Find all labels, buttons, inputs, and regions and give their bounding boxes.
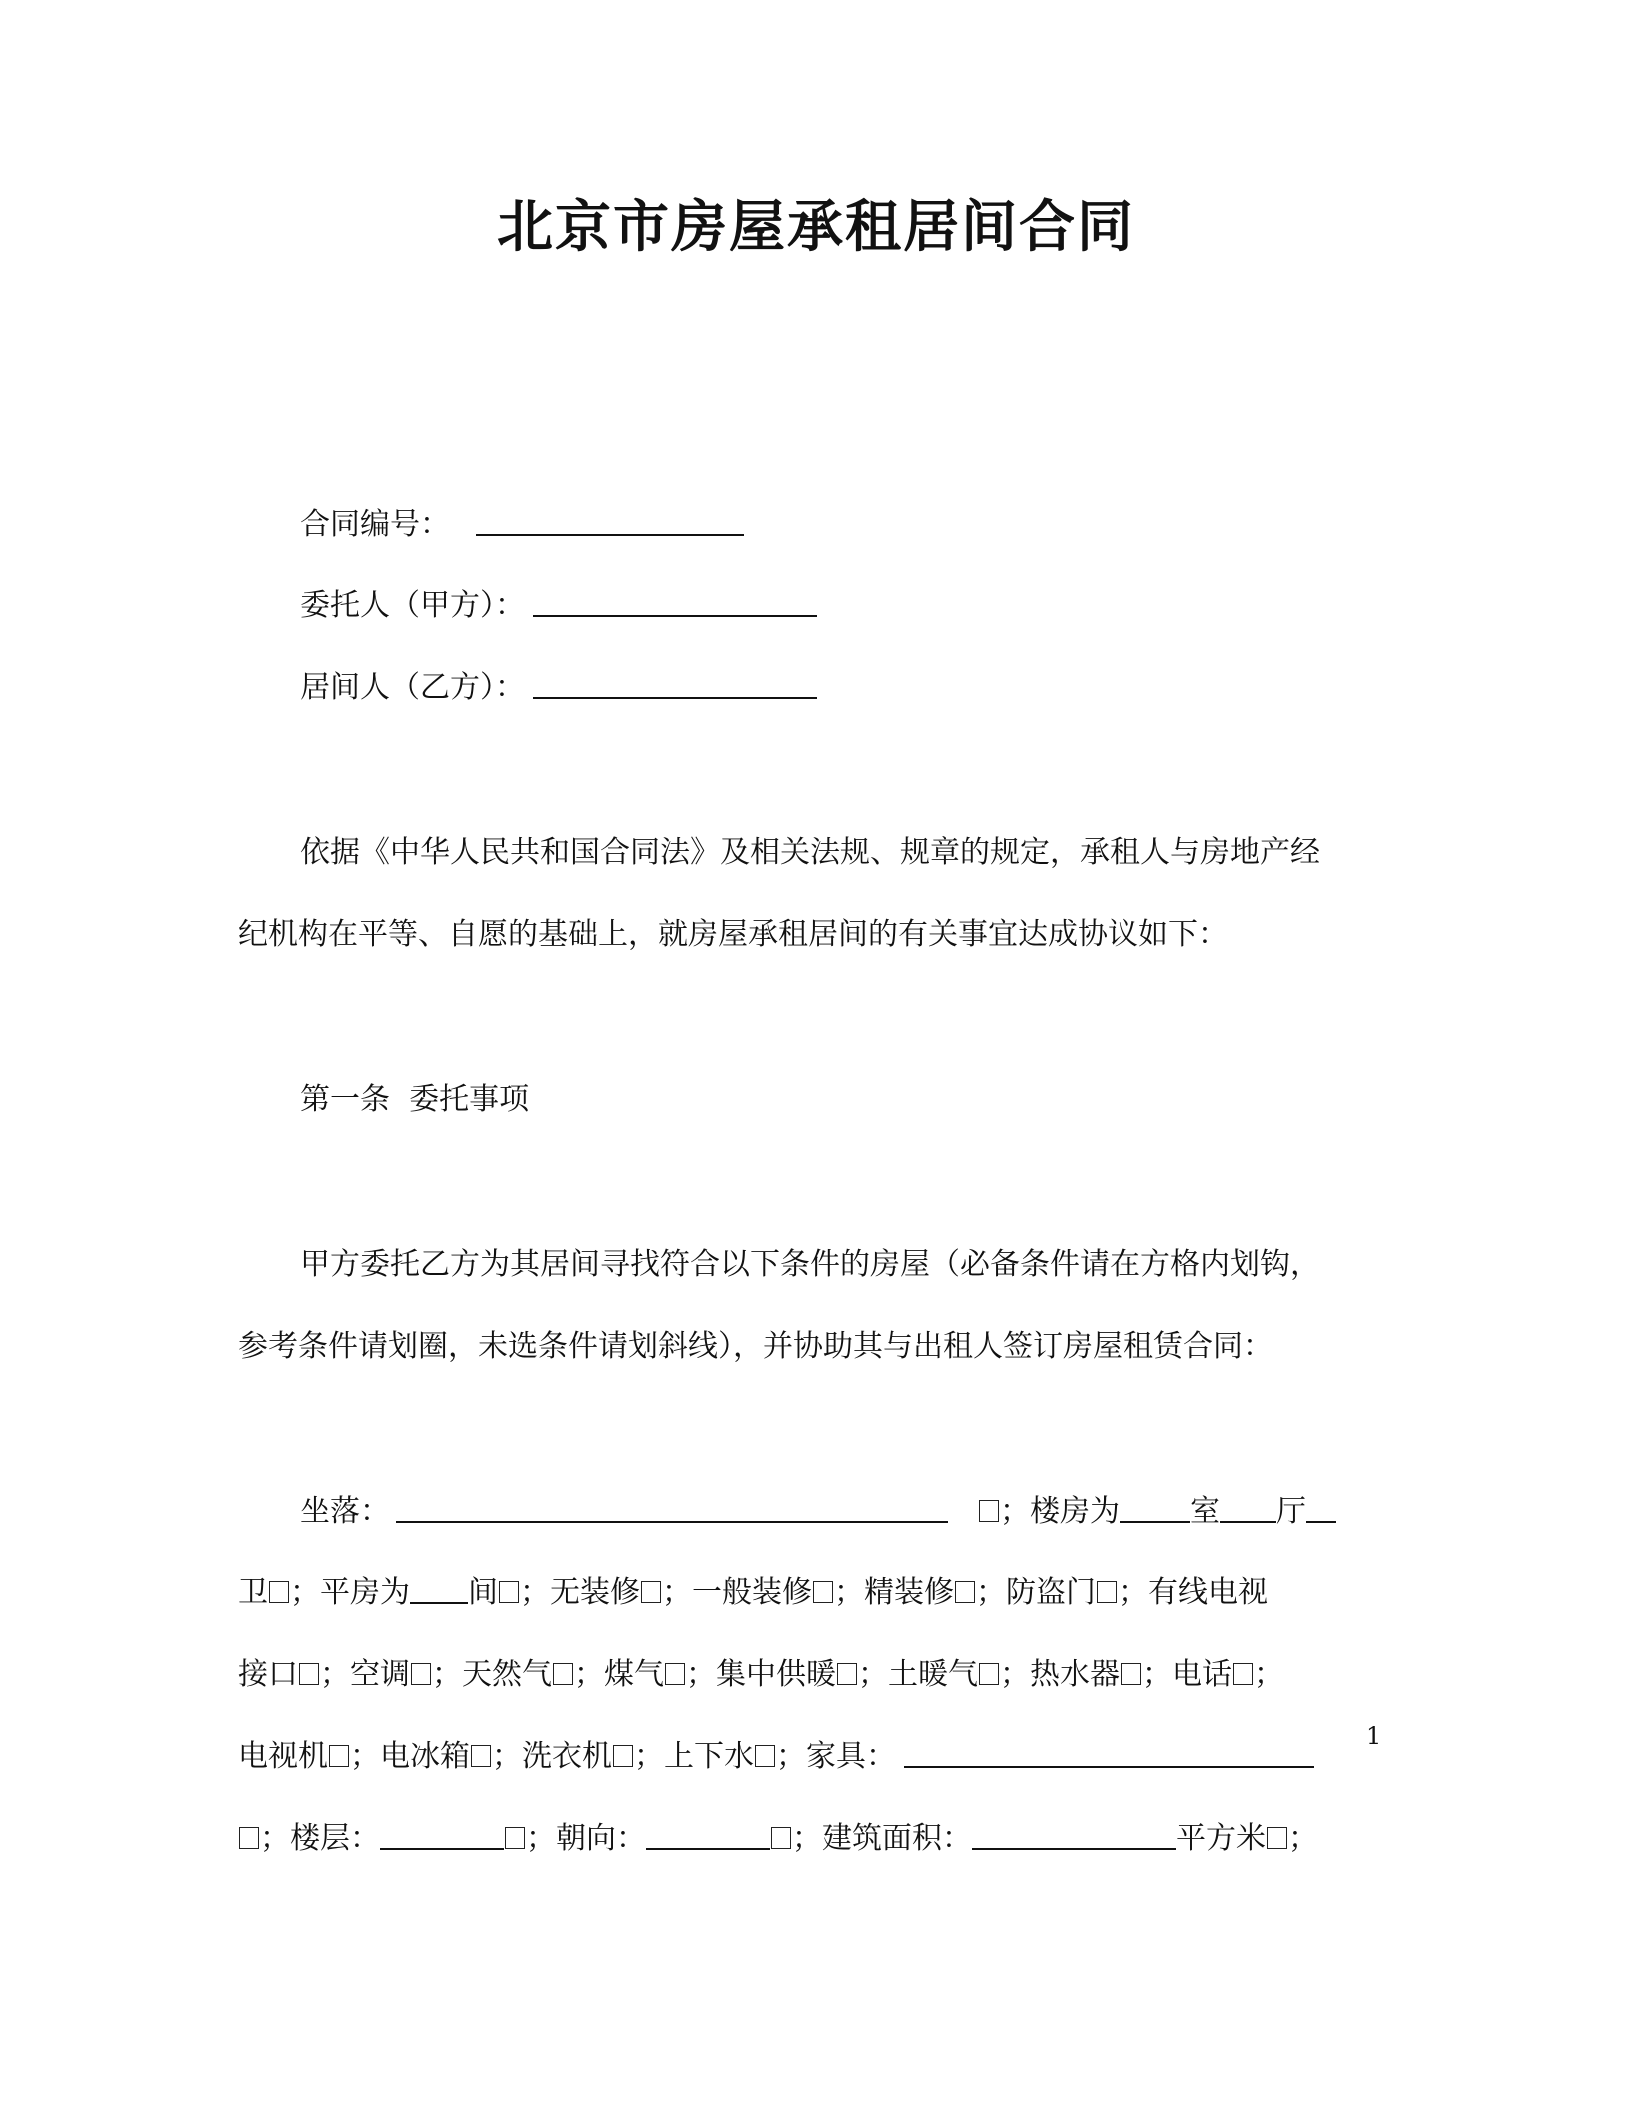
broker-blank[interactable] bbox=[533, 667, 817, 699]
conditions-row-2 bbox=[238, 1571, 1268, 1615]
intro-line-1: 依据《中华人民共和国合同法》及相关法规、规章的规定，承租人与房地产经 bbox=[300, 835, 1320, 870]
contract-no-label: 合同编号： bbox=[300, 507, 450, 542]
normal-decoration-checkbox[interactable] bbox=[813, 1581, 833, 1603]
room-label: 室 bbox=[1190, 1494, 1220, 1529]
bungalow-label: ；平房为 bbox=[290, 1575, 410, 1610]
conditions-row-4 bbox=[238, 1735, 1314, 1779]
tv-checkbox[interactable] bbox=[329, 1745, 349, 1767]
page-title: 北京市房屋承租居间合同 bbox=[497, 195, 1135, 260]
area-blank[interactable] bbox=[972, 1818, 1176, 1850]
furniture-blank[interactable] bbox=[904, 1736, 1314, 1768]
fine-decoration-checkbox[interactable] bbox=[955, 1581, 975, 1603]
orientation-blank[interactable] bbox=[646, 1818, 770, 1850]
conditions-row-1 bbox=[300, 1490, 1336, 1534]
tv-label: 电视机 bbox=[238, 1739, 328, 1774]
bungalow-rooms-blank[interactable] bbox=[410, 1572, 468, 1604]
aircon-label: ；空调 bbox=[320, 1657, 410, 1692]
row-5-end: ； bbox=[1288, 1821, 1318, 1856]
conditions-row-3 bbox=[238, 1653, 1284, 1697]
bath-label: 卫 bbox=[238, 1575, 268, 1610]
contract-no-row bbox=[300, 503, 744, 547]
local-heating-label: ；土暖气 bbox=[858, 1657, 978, 1692]
security-door-label: ；防盗门 bbox=[976, 1575, 1096, 1610]
floor-blank[interactable] bbox=[380, 1818, 504, 1850]
location-blank[interactable] bbox=[396, 1491, 948, 1523]
broker-label: 居间人（乙方）： bbox=[300, 670, 525, 705]
client-row bbox=[300, 584, 817, 628]
location-checkbox[interactable] bbox=[979, 1500, 999, 1522]
washer-checkbox[interactable] bbox=[613, 1745, 633, 1767]
interface-label: 接口 bbox=[238, 1657, 298, 1692]
natural-gas-checkbox[interactable] bbox=[553, 1663, 573, 1685]
orientation-checkbox[interactable] bbox=[771, 1827, 791, 1849]
contract-no-blank[interactable] bbox=[476, 504, 744, 536]
article-1-para-line-2: 参考条件请划圈，未选条件请划斜线），并协助其与出租人签订房屋租赁合同： bbox=[238, 1329, 1273, 1364]
bath-checkbox[interactable] bbox=[269, 1581, 289, 1603]
client-label: 委托人（甲方）： bbox=[300, 588, 525, 623]
water-checkbox[interactable] bbox=[755, 1745, 775, 1767]
page-number: 1 bbox=[1366, 1722, 1382, 1750]
sqm-label: 平方米 bbox=[1176, 1821, 1266, 1856]
room-count-blank[interactable] bbox=[1120, 1491, 1190, 1523]
phone-checkbox[interactable] bbox=[1233, 1663, 1253, 1685]
coal-gas-label: ；煤气 bbox=[574, 1657, 664, 1692]
bath-count-blank[interactable] bbox=[1306, 1491, 1336, 1523]
area-label: ；建筑面积： bbox=[792, 1821, 972, 1856]
no-decoration-checkbox[interactable] bbox=[641, 1581, 661, 1603]
aircon-checkbox[interactable] bbox=[411, 1663, 431, 1685]
area-checkbox[interactable] bbox=[1267, 1827, 1287, 1849]
no-decoration-label: ；无装修 bbox=[520, 1575, 640, 1610]
hall-count-blank[interactable] bbox=[1220, 1491, 1276, 1523]
rooms-label: 间 bbox=[468, 1575, 498, 1610]
water-label: ；上下水 bbox=[634, 1739, 754, 1774]
fridge-label: ；电冰箱 bbox=[350, 1739, 470, 1774]
floor-checkbox[interactable] bbox=[505, 1827, 525, 1849]
location-label: 坐落： bbox=[300, 1494, 390, 1529]
central-heating-label: ；集中供暖 bbox=[686, 1657, 836, 1692]
cable-tv-label: ；有线电视 bbox=[1118, 1575, 1268, 1610]
natural-gas-label: ；天然气 bbox=[432, 1657, 552, 1692]
normal-decoration-label: ；一般装修 bbox=[662, 1575, 812, 1610]
local-heating-checkbox[interactable] bbox=[979, 1663, 999, 1685]
security-door-checkbox[interactable] bbox=[1097, 1581, 1117, 1603]
hall-label: 厅 bbox=[1276, 1494, 1306, 1529]
washer-label: ；洗衣机 bbox=[492, 1739, 612, 1774]
orientation-label: ；朝向： bbox=[526, 1821, 646, 1856]
water-heater-checkbox[interactable] bbox=[1121, 1663, 1141, 1685]
water-heater-label: ；热水器 bbox=[1000, 1657, 1120, 1692]
fridge-checkbox[interactable] bbox=[471, 1745, 491, 1767]
bungalow-checkbox[interactable] bbox=[499, 1581, 519, 1603]
client-blank[interactable] bbox=[533, 585, 817, 617]
article-1-para-line-1: 甲方委托乙方为其居间寻找符合以下条件的房屋（必备条件请在方格内划钩， bbox=[300, 1247, 1320, 1282]
coal-gas-checkbox[interactable] bbox=[665, 1663, 685, 1685]
intro-line-2: 纪机构在平等、自愿的基础上，就房屋承租居间的有关事宜达成协议如下： bbox=[238, 917, 1228, 952]
central-heating-checkbox[interactable] bbox=[837, 1663, 857, 1685]
cable-tv-checkbox[interactable] bbox=[299, 1663, 319, 1685]
furniture-checkbox[interactable] bbox=[239, 1827, 259, 1849]
phone-label: ；电话 bbox=[1142, 1657, 1232, 1692]
row-3-end: ； bbox=[1254, 1657, 1284, 1692]
building-label: ；楼房为 bbox=[1000, 1494, 1120, 1529]
article-1-heading: 第一条 委托事项 bbox=[300, 1082, 530, 1117]
broker-row bbox=[300, 666, 817, 710]
fine-decoration-label: ；精装修 bbox=[834, 1575, 954, 1610]
furniture-label: ；家具： bbox=[776, 1739, 896, 1774]
conditions-row-5 bbox=[238, 1817, 1318, 1861]
floor-label: ；楼层： bbox=[260, 1821, 380, 1856]
